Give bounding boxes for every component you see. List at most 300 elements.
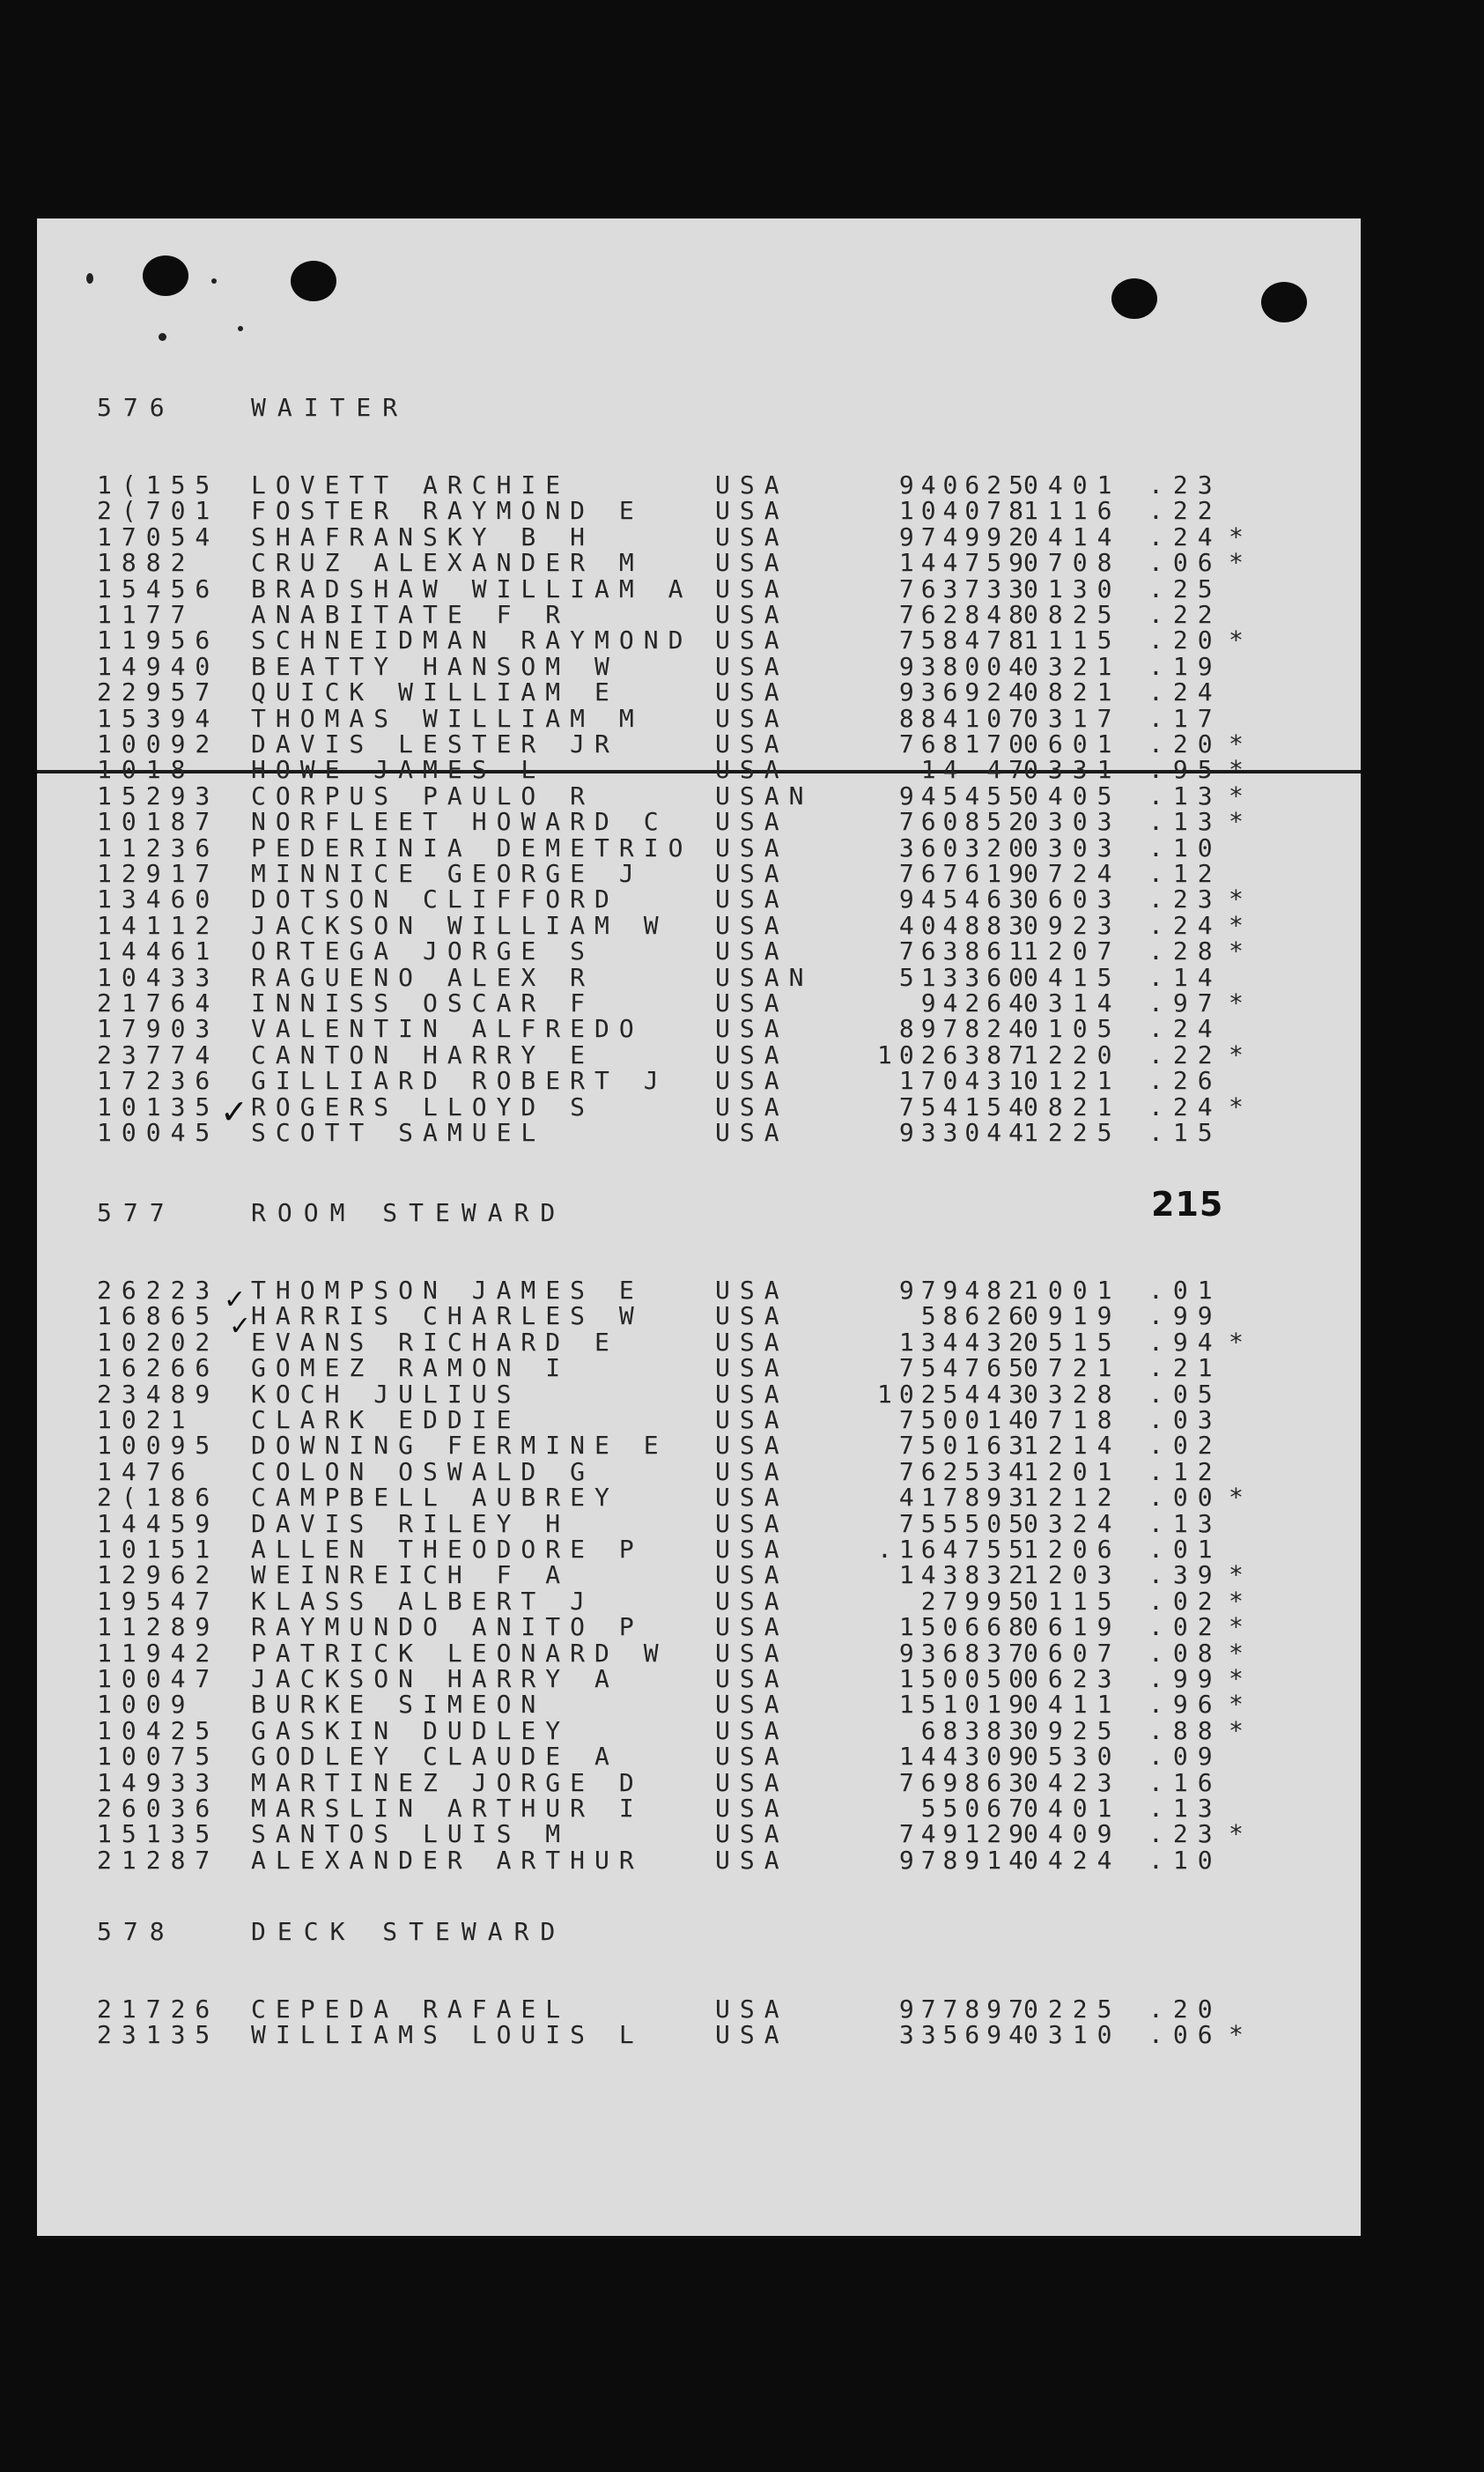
flag-cell: *: [1229, 1612, 1253, 1642]
table-row: [37, 807, 1361, 837]
name-cell: JACKSON WILLIAM W: [251, 910, 668, 940]
rate-cell: .09: [1148, 1742, 1222, 1772]
rate-cell: .17: [1148, 703, 1222, 733]
citizenship-cell: USA: [715, 910, 789, 940]
rate-cell: .22: [1148, 600, 1222, 629]
code-cell: 0821: [1023, 1092, 1122, 1121]
number-cell: 940625: [898, 470, 1030, 500]
name-cell: DAVIS RILEY H: [251, 1508, 571, 1538]
table-row: [37, 651, 1361, 681]
number-cell: 360320: [898, 833, 1030, 862]
number-cell: 758478: [898, 625, 1030, 655]
code-cell: 0607: [1023, 1638, 1122, 1668]
name-cell: CANTON HARRY E: [251, 1040, 595, 1069]
id-cell: 15456: [97, 574, 220, 603]
code-cell: 0724: [1023, 859, 1122, 888]
name-cell: SANTOS LUIS M: [251, 1819, 571, 1849]
flag-cell: *: [1229, 1586, 1253, 1616]
name-cell: CEPEDA RAFAEL: [251, 1995, 571, 2024]
rate-cell: .21: [1148, 1353, 1222, 1383]
code-cell: 0324: [1023, 1508, 1122, 1538]
citizenship-cell: USA: [715, 1742, 789, 1772]
code-cell: 0718: [1023, 1405, 1122, 1434]
number-cell: 55067: [920, 1794, 1030, 1823]
citizenship-cell: USA: [715, 1092, 789, 1121]
name-cell: MINNICE GEORGE J: [251, 859, 644, 888]
id-cell: 21287: [97, 1845, 220, 1875]
id-cell: 1018: [97, 755, 196, 785]
name-cell: BEATTY HANSOM W: [251, 651, 619, 681]
name-cell: PATRICK LEONARD W: [251, 1638, 668, 1668]
check-mark: ✓: [229, 1311, 252, 1342]
number-cell: 977897: [898, 1995, 1030, 2024]
rate-cell: .01: [1148, 1276, 1222, 1305]
table-row: [37, 1690, 1361, 1720]
citizenship-cell: USA: [715, 1483, 789, 1513]
citizenship-cell: USA: [715, 807, 789, 837]
number-cell: 979482: [898, 1276, 1030, 1305]
id-cell: 23135: [97, 2020, 220, 2050]
code-cell: 0925: [1023, 1715, 1122, 1745]
code-cell: 0825: [1023, 600, 1122, 629]
number-cell: 754154: [898, 1092, 1030, 1121]
id-cell: 1882: [97, 548, 196, 578]
number-cell: 404883: [898, 910, 1030, 940]
rate-cell: .13: [1148, 1508, 1222, 1538]
table-row: [37, 1562, 1361, 1588]
id-cell: 2(701: [97, 496, 220, 526]
number-cell: 978914: [898, 1845, 1030, 1875]
table-row: [37, 1742, 1361, 1772]
name-cell: ALLEN THEODORE P: [251, 1535, 644, 1564]
flag-cell: *: [1229, 1483, 1253, 1513]
id-cell: 21764: [97, 988, 220, 1018]
code-cell: 0310: [1023, 2020, 1122, 2050]
code-cell: 0423: [1023, 1767, 1122, 1797]
name-cell: SCOTT SAMUEL: [251, 1118, 546, 1147]
rate-cell: .19: [1148, 651, 1222, 681]
name-cell: GASKIN DUDLEY: [251, 1715, 571, 1745]
citizenship-cell: USA: [715, 1995, 789, 2024]
citizenship-cell: USA: [715, 1431, 789, 1461]
name-cell: DOTSON CLIFFORD: [251, 884, 619, 914]
name-cell: RAYMUNDO ANITO P: [251, 1612, 644, 1642]
flag-cell: *: [1229, 1690, 1253, 1720]
section-code: 577: [97, 1198, 176, 1227]
citizenship-cell: USA: [715, 1664, 789, 1693]
citizenship-cell: USA: [715, 1014, 789, 1044]
number-cell: 417893: [898, 1483, 1030, 1513]
citizenship-cell: USA: [715, 496, 789, 526]
number-cell: 150050: [898, 1664, 1030, 1693]
rate-cell: .10: [1148, 833, 1222, 862]
number-cell: 27995: [920, 1586, 1030, 1616]
id-cell: 1(155: [97, 470, 220, 500]
id-cell: 17054: [97, 522, 220, 551]
citizenship-cell: USA: [715, 1560, 789, 1590]
ink-speck: [159, 333, 166, 341]
code-cell: 0409: [1023, 1819, 1122, 1849]
rate-cell: .12: [1148, 859, 1222, 888]
rate-cell: .20: [1148, 625, 1222, 655]
document-page: [37, 218, 1361, 2236]
flag-cell: *: [1229, 1715, 1253, 1745]
section-title: WAITER: [251, 393, 410, 422]
name-cell: WEINREICH F A: [251, 1560, 571, 1590]
table-row: [37, 990, 1361, 1016]
rate-cell: .94: [1148, 1327, 1222, 1357]
section-code: 576: [97, 393, 176, 422]
rate-cell: .95: [1148, 755, 1222, 785]
table-row: [37, 627, 1361, 653]
section-code: 578: [97, 1917, 176, 1946]
number-cell: 755505: [898, 1508, 1030, 1538]
number-cell: 760852: [898, 807, 1030, 837]
code-cell: 0314: [1023, 988, 1122, 1018]
code-cell: 0303: [1023, 833, 1122, 862]
id-cell: 23774: [97, 1040, 220, 1069]
citizenship-cell: USA: [715, 548, 789, 578]
id-cell: 10425: [97, 1715, 220, 1745]
code-cell: 0331: [1023, 755, 1122, 785]
number-cell: 945463: [898, 884, 1030, 914]
citizenship-cell: USA: [715, 1353, 789, 1383]
table-row: [37, 1431, 1361, 1461]
citizenship-cell: USA: [715, 988, 789, 1018]
flag-cell: *: [1229, 548, 1253, 578]
number-cell: 897824: [898, 1014, 1030, 1044]
name-cell: PEDERINIA DEMETRIO: [251, 833, 693, 862]
name-cell: FOSTER RAYMOND E: [251, 496, 644, 526]
table-row: [37, 1353, 1361, 1383]
code-cell: 0415: [1023, 962, 1122, 992]
citizenship-cell: USA: [715, 1405, 789, 1434]
name-cell: MARSLIN ARTHUR I: [251, 1794, 644, 1823]
table-row: [37, 886, 1361, 912]
ink-speck: [238, 326, 243, 331]
citizenship-cell: USA: [715, 1301, 789, 1331]
number-cell: 768170: [898, 729, 1030, 759]
rate-cell: .06: [1148, 2020, 1222, 2050]
table-row: [37, 783, 1361, 809]
ink-speck: [211, 278, 217, 284]
number-cell: 150668: [898, 1612, 1030, 1642]
rate-cell: .02: [1148, 1612, 1222, 1642]
table-row: [37, 755, 1361, 785]
number-cell: .164755: [876, 1535, 1030, 1564]
punch-hole: [1111, 278, 1157, 319]
table-row: [37, 472, 1361, 498]
rate-cell: .99: [1148, 1664, 1222, 1693]
code-cell: 0105: [1023, 1014, 1122, 1044]
number-cell: 754765: [898, 1353, 1030, 1383]
code-cell: 0601: [1023, 729, 1122, 759]
table-row: [37, 576, 1361, 602]
id-cell: 14459: [97, 1508, 220, 1538]
flag-cell: *: [1229, 2020, 1253, 2050]
name-cell: GILLIARD ROBERT J: [251, 1066, 668, 1096]
name-cell: KLASS ALBERT J: [251, 1586, 595, 1616]
page-number: 215: [1151, 1185, 1224, 1224]
name-cell: COLON OSWALD G: [251, 1456, 595, 1486]
table-row: [37, 1795, 1361, 1821]
number-cell: 335694: [898, 2020, 1030, 2050]
code-cell: 0401: [1023, 470, 1122, 500]
number-cell: 974992: [898, 522, 1030, 551]
code-cell: 0405: [1023, 781, 1122, 810]
table-row: [37, 1407, 1361, 1432]
flag-cell: *: [1229, 1327, 1253, 1357]
rate-cell: .26: [1148, 1066, 1222, 1096]
id-cell: 10433: [97, 962, 220, 992]
citizenship-cell: USA: [715, 703, 789, 733]
code-cell: 0303: [1023, 807, 1122, 837]
flag-cell: *: [1229, 1664, 1253, 1693]
rate-cell: .23: [1148, 1819, 1222, 1849]
name-cell: SHAFRANSKY B H: [251, 522, 595, 551]
id-cell: 16865: [97, 1301, 220, 1331]
code-cell: 0603: [1023, 884, 1122, 914]
code-cell: 1220: [1023, 1040, 1122, 1069]
rate-cell: .96: [1148, 1690, 1222, 1720]
table-row: [37, 1588, 1361, 1614]
rate-cell: .14: [1148, 962, 1222, 992]
citizenship-cell: USA: [715, 1066, 789, 1096]
code-cell: 0821: [1023, 677, 1122, 707]
id-cell: 10047: [97, 1664, 220, 1693]
rate-cell: .10: [1148, 1845, 1222, 1875]
citizenship-cell: USAN: [715, 962, 814, 992]
number-cell: 14 47: [920, 755, 1030, 785]
id-cell: 16266: [97, 1353, 220, 1383]
flag-cell: *: [1229, 1040, 1253, 1069]
section-title: DECK STEWARD: [251, 1917, 567, 1946]
rate-cell: .13: [1148, 1794, 1222, 1823]
rate-cell: .01: [1148, 1535, 1222, 1564]
flag-cell: *: [1229, 781, 1253, 810]
rate-cell: .20: [1148, 1995, 1222, 2024]
rate-cell: .24: [1148, 677, 1222, 707]
id-cell: 15394: [97, 703, 220, 733]
number-cell: 762848: [898, 600, 1030, 629]
citizenship-cell: USA: [715, 2020, 789, 2050]
code-cell: 0321: [1023, 651, 1122, 681]
rate-cell: .28: [1148, 936, 1222, 966]
flag-cell: *: [1229, 729, 1253, 759]
flag-cell: *: [1229, 1638, 1253, 1668]
citizenship-cell: USA: [715, 625, 789, 655]
rate-cell: .13: [1148, 781, 1222, 810]
flag-cell: *: [1229, 910, 1253, 940]
table-row: [37, 524, 1361, 550]
id-cell: 10187: [97, 807, 220, 837]
id-cell: 14112: [97, 910, 220, 940]
name-cell: MARTINEZ JORGE D: [251, 1767, 644, 1797]
citizenship-cell: USA: [715, 1690, 789, 1720]
code-cell: 1001: [1023, 1276, 1122, 1305]
id-cell: 19547: [97, 1586, 220, 1616]
table-row: [37, 1666, 1361, 1691]
citizenship-cell: USA: [715, 833, 789, 862]
number-cell: 763733: [898, 574, 1030, 603]
code-cell: 0923: [1023, 910, 1122, 940]
name-cell: QUICK WILLIAM E: [251, 677, 619, 707]
id-cell: 1009: [97, 1690, 196, 1720]
id-cell: 10092: [97, 729, 220, 759]
id-cell: 11942: [97, 1638, 220, 1668]
table-row: [37, 602, 1361, 627]
id-cell: 17236: [97, 1066, 220, 1096]
number-cell: 151019: [898, 1690, 1030, 1720]
number-cell: 1025443: [876, 1379, 1030, 1409]
name-cell: KOCH JULIUS: [251, 1379, 521, 1409]
number-cell: 762534: [898, 1456, 1030, 1486]
table-row: [37, 1996, 1361, 2022]
id-cell: 10075: [97, 1742, 220, 1772]
rate-cell: .24: [1148, 1014, 1222, 1044]
name-cell: HARRIS CHARLES W: [251, 1301, 644, 1331]
table-row: [37, 1715, 1361, 1745]
number-cell: 104078: [898, 496, 1030, 526]
name-cell: CORPUS PAULO R: [251, 781, 595, 810]
number-cell: 936837: [898, 1638, 1030, 1668]
flag-cell: *: [1229, 1092, 1253, 1121]
rate-cell: .25: [1148, 574, 1222, 603]
code-cell: 0121: [1023, 1066, 1122, 1096]
name-cell: VALENTIN ALFREDO: [251, 1014, 644, 1044]
flag-cell: *: [1229, 755, 1253, 785]
id-cell: 10151: [97, 1535, 220, 1564]
number-cell: 933044: [898, 1118, 1030, 1147]
code-cell: 0130: [1023, 574, 1122, 603]
code-cell: 0515: [1023, 1327, 1122, 1357]
name-cell: ROGERS LLOYD S: [251, 1092, 595, 1121]
id-cell: 10135: [97, 1092, 220, 1121]
citizenship-cell: USA: [715, 574, 789, 603]
rate-cell: .06: [1148, 548, 1222, 578]
name-cell: ORTEGA JORGE S: [251, 936, 595, 966]
table-row: [37, 1767, 1361, 1797]
rate-cell: .97: [1148, 988, 1222, 1018]
number-cell: 144759: [898, 548, 1030, 578]
id-cell: 2(186: [97, 1483, 220, 1513]
id-cell: 26036: [97, 1794, 220, 1823]
name-cell: ANABITATE F R: [251, 600, 571, 629]
code-cell: 0623: [1023, 1664, 1122, 1693]
flag-cell: *: [1229, 884, 1253, 914]
table-row: [37, 703, 1361, 733]
punch-hole: [291, 261, 336, 301]
id-cell: 15135: [97, 1819, 220, 1849]
name-cell: ALEXANDER ARTHUR: [251, 1845, 644, 1875]
table-row: [37, 861, 1361, 886]
name-cell: CAMPBELL AUBREY: [251, 1483, 619, 1513]
code-cell: 0317: [1023, 703, 1122, 733]
code-cell: 0619: [1023, 1612, 1122, 1642]
number-cell: 94264: [920, 988, 1030, 1018]
rate-cell: .39: [1148, 1560, 1222, 1590]
id-cell: 22957: [97, 677, 220, 707]
rate-cell: .24: [1148, 910, 1222, 940]
rate-cell: .99: [1148, 1301, 1222, 1331]
citizenship-cell: USA: [715, 1819, 789, 1849]
number-cell: 1026387: [876, 1040, 1030, 1069]
punch-hole: [1261, 282, 1307, 322]
rate-cell: .02: [1148, 1431, 1222, 1461]
number-cell: 143832: [898, 1560, 1030, 1590]
number-cell: 763861: [898, 936, 1030, 966]
table-row: [37, 1508, 1361, 1538]
citizenship-cell: USA: [715, 1535, 789, 1564]
punch-hole: [143, 255, 188, 296]
number-cell: 884107: [898, 703, 1030, 733]
table-row: [37, 1821, 1361, 1847]
number-cell: 58626: [920, 1301, 1030, 1331]
table-row: [37, 1536, 1361, 1562]
rate-cell: .03: [1148, 1405, 1222, 1434]
rate-cell: .08: [1148, 1638, 1222, 1668]
code-cell: 1207: [1023, 936, 1122, 966]
citizenship-cell: USA: [715, 1456, 789, 1486]
rate-cell: .23: [1148, 470, 1222, 500]
name-cell: CRUZ ALEXANDER M: [251, 548, 644, 578]
code-cell: 0225: [1023, 1995, 1122, 2024]
name-cell: NORFLEET HOWARD C: [251, 807, 668, 837]
id-cell: 1021: [97, 1405, 196, 1434]
section-title: ROOM STEWARD: [251, 1198, 567, 1227]
code-cell: 0721: [1023, 1353, 1122, 1383]
section-header: [37, 1919, 1361, 1944]
code-cell: 0411: [1023, 1690, 1122, 1720]
citizenship-cell: USA: [715, 1118, 789, 1147]
id-cell: 11956: [97, 625, 220, 655]
flag-cell: *: [1229, 522, 1253, 551]
citizenship-cell: USA: [715, 1794, 789, 1823]
code-cell: 1212: [1023, 1483, 1122, 1513]
number-cell: 170431: [898, 1066, 1030, 1096]
id-cell: 26223: [97, 1276, 220, 1305]
name-cell: EVANS RICHARD E: [251, 1327, 619, 1357]
citizenship-cell: USAN: [715, 781, 814, 810]
table-row: [37, 1640, 1361, 1666]
name-cell: THOMPSON JAMES E: [251, 1276, 644, 1305]
table-row: [37, 1066, 1361, 1096]
name-cell: GODLEY CLAUDE A: [251, 1742, 619, 1772]
citizenship-cell: USA: [715, 1276, 789, 1305]
rate-cell: .02: [1148, 1586, 1222, 1616]
code-cell: 0401: [1023, 1794, 1122, 1823]
code-cell: 1225: [1023, 1118, 1122, 1147]
name-cell: WILLIAMS LOUIS L: [251, 2020, 644, 2050]
citizenship-cell: USA: [715, 1508, 789, 1538]
rate-cell: .00: [1148, 1483, 1222, 1513]
name-cell: THOMAS WILLIAM M: [251, 703, 644, 733]
citizenship-cell: USA: [715, 1379, 789, 1409]
flag-cell: *: [1229, 1819, 1253, 1849]
id-cell: 1476: [97, 1456, 196, 1486]
code-cell: 1206: [1023, 1535, 1122, 1564]
id-cell: 14933: [97, 1767, 220, 1797]
number-cell: 769863: [898, 1767, 1030, 1797]
code-cell: 1116: [1023, 496, 1122, 526]
table-row: [37, 962, 1361, 992]
rate-cell: .22: [1148, 1040, 1222, 1069]
id-cell: 14940: [97, 651, 220, 681]
citizenship-cell: USA: [715, 936, 789, 966]
rate-cell: .13: [1148, 807, 1222, 837]
name-cell: CLARK EDDIE: [251, 1405, 521, 1434]
section-header: [37, 395, 1361, 420]
